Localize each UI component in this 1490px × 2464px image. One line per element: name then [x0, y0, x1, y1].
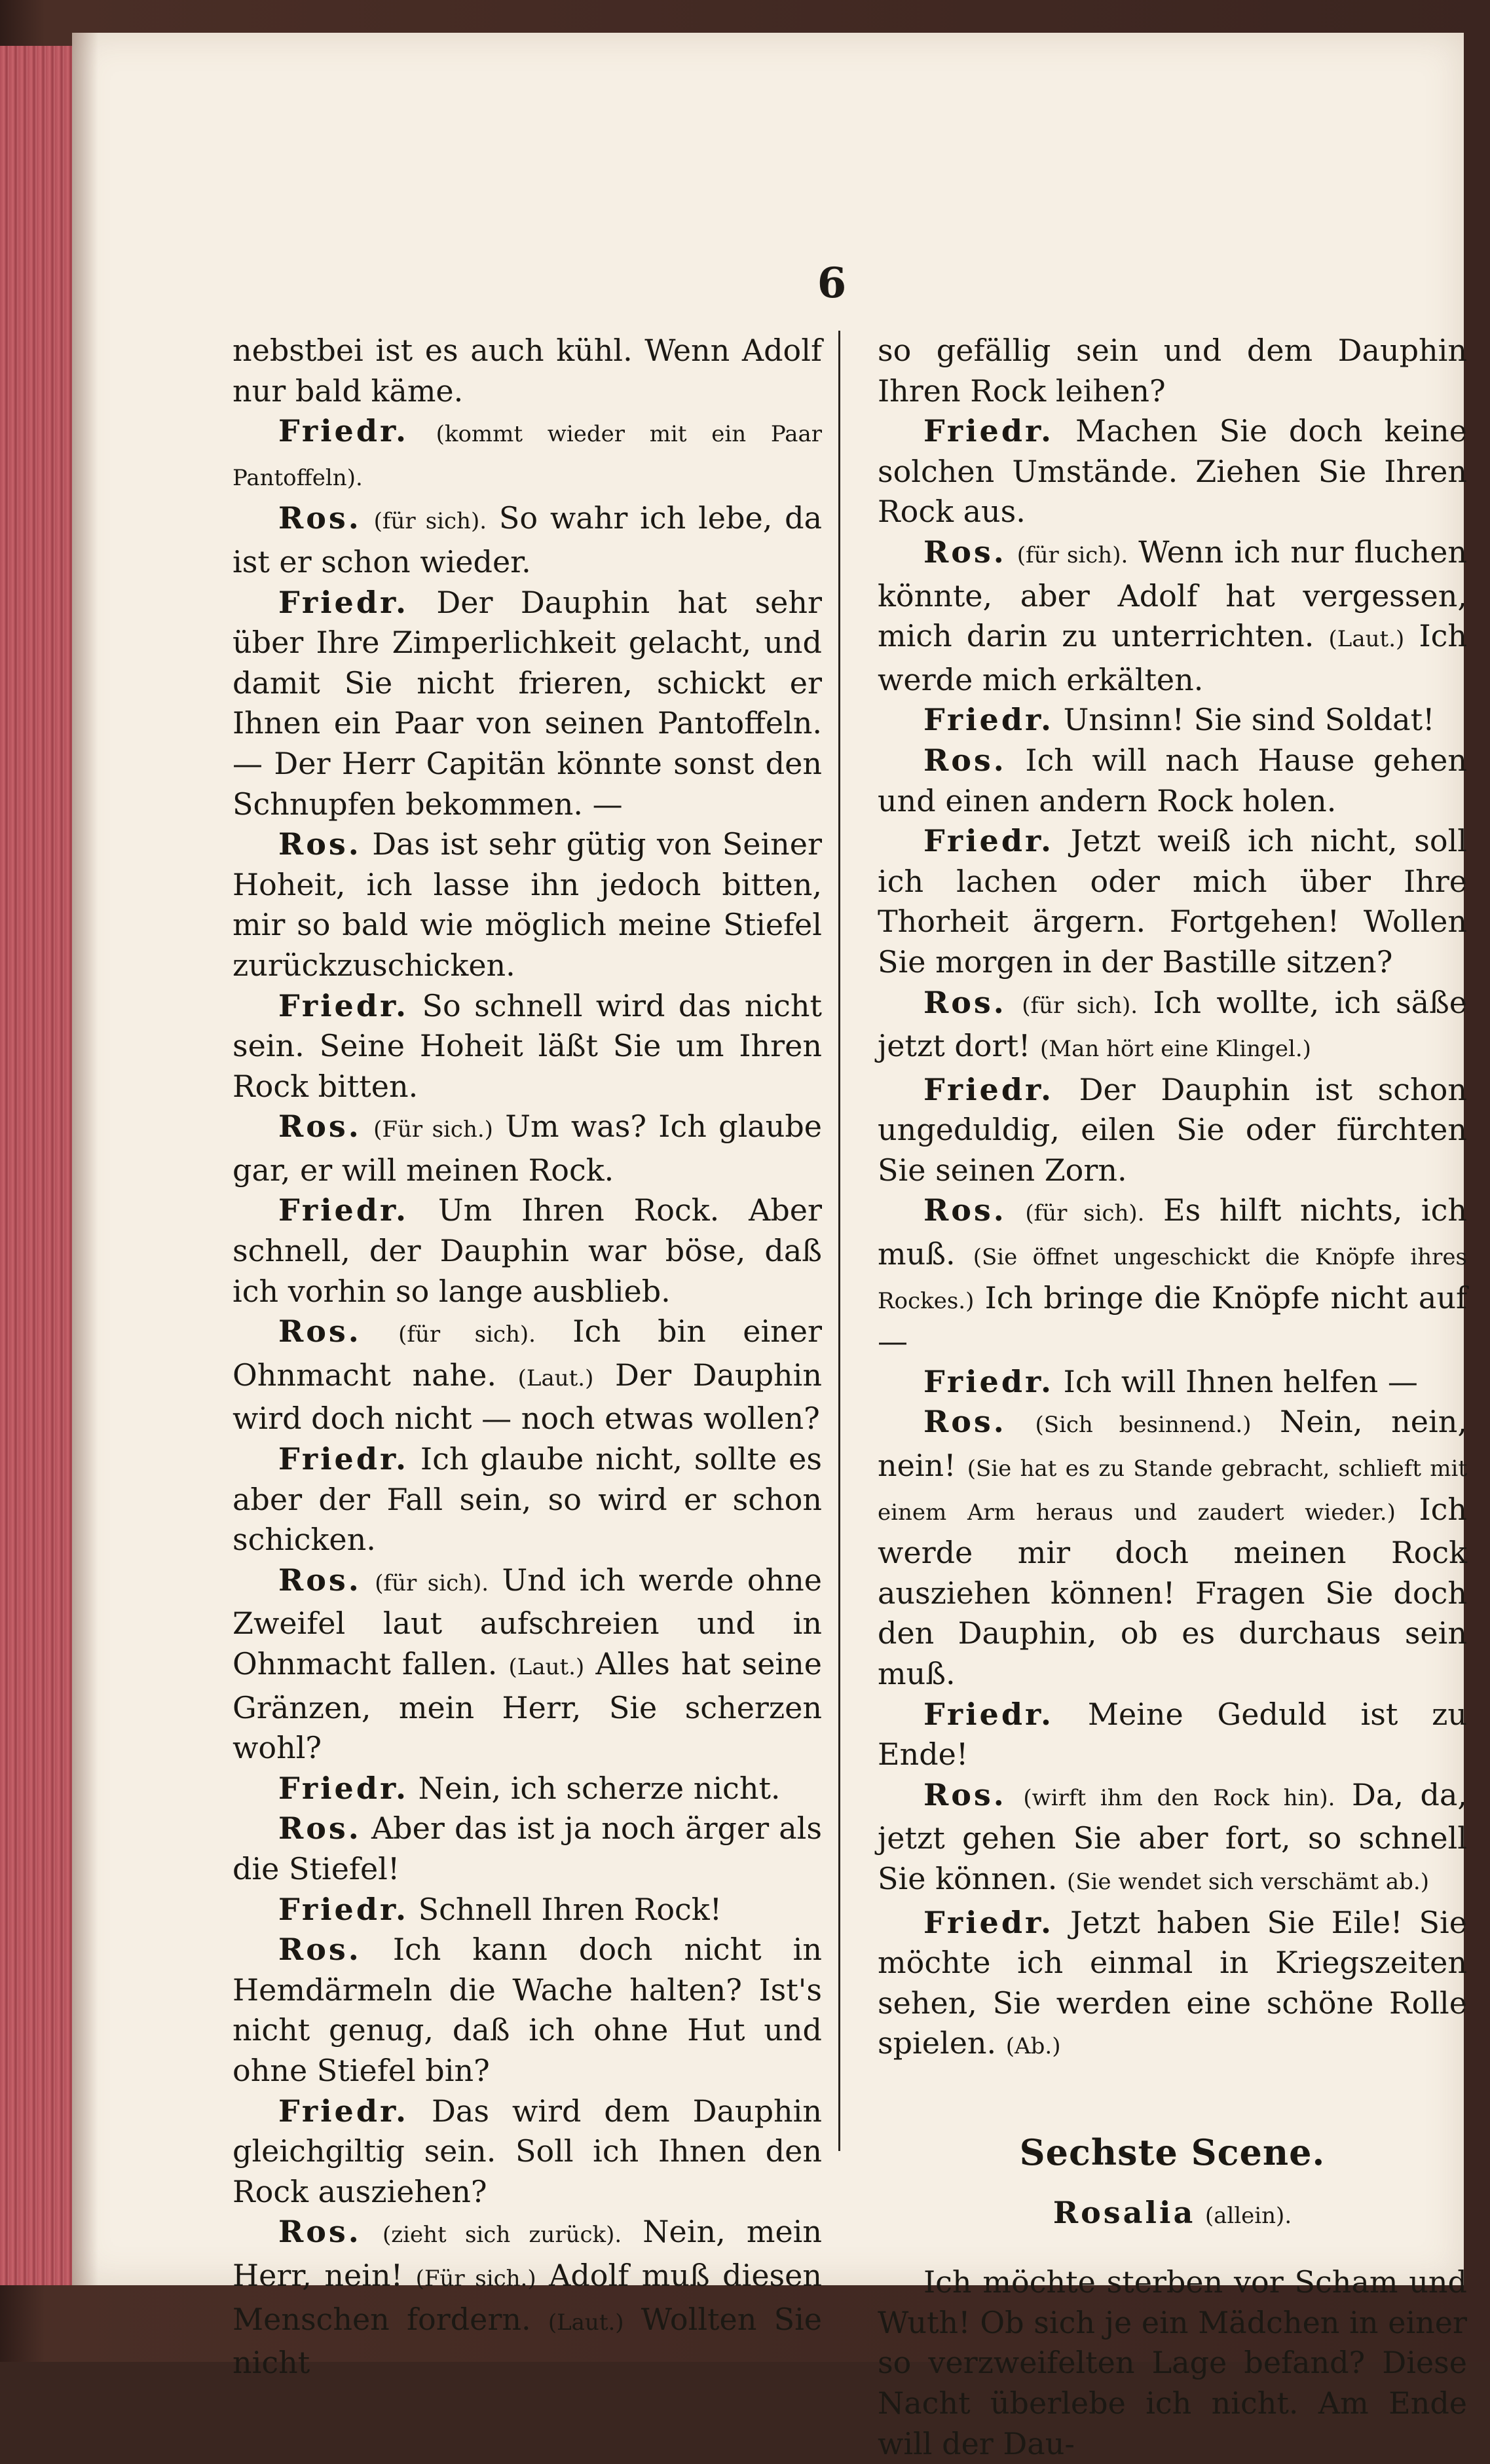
spoken-text: So wahr ich lebe, da ist er schon wieder. [233, 500, 823, 579]
spoken-text: Aber das ist ja noch ärger als die Stiefel! [233, 1811, 823, 1886]
dialogue-paragraph [233, 1890, 822, 1930]
dialogue-paragraph [233, 986, 822, 1107]
spoken-text: Ich kann doch nicht in Hemdärmeln die Wache halten? Ist's nicht genug, daß ich ohne Hut und ohne Stiefel bin? [233, 1932, 822, 2088]
spoken-text: Machen Sie doch keine solchen Umstände. Ziehen Sie Ihren Rock aus. [878, 413, 1468, 530]
spoken-text: Das wird dem Dauphin gleichgiltig sein. Soll ich Ihnen den Rock ausziehen? [233, 2093, 822, 2209]
spoken-text: Ich werde mich erkälten. [878, 618, 1468, 697]
scene-text: Ich möchte sterben vor Scham und Wuth! Ob sich je ein Mädchen in einer so verzweifelten Lage befand? Diese Nacht überlebe ich nicht. Am Ende will der Dau- [878, 2264, 1467, 2461]
dialogue-paragraph [878, 1190, 1467, 1361]
speaker-label: Ros. [278, 1314, 362, 1350]
stage-direction: (Ab.) [1005, 2033, 1061, 2060]
spoken-text: so gefällig sein und dem Dauphin Ihren Rock leihen? [878, 333, 1467, 409]
dialogue-paragraph [233, 824, 822, 985]
dialogue-paragraph [233, 2091, 822, 2213]
stage-direction: (Für sich.) [415, 2265, 536, 2292]
speaker-label: Ros. [923, 1776, 1007, 1812]
stage-direction: (für sich). [398, 1321, 536, 1348]
dialogue-paragraph [233, 1769, 822, 1809]
left-column [233, 331, 822, 2383]
scene-role-speaker: Rosalia [1052, 2194, 1196, 2230]
dialogue-paragraph [233, 1439, 822, 1560]
speaker-label: Friedr. [923, 1696, 1054, 1732]
page-number: 6 [817, 259, 847, 308]
spoken-text: Nein, mein Herr, nein! [233, 2214, 823, 2293]
speaker-label: Friedr. [278, 1891, 409, 1927]
scene-role-direction: (allein). [1204, 2202, 1292, 2229]
spoken-text: Ich bin einer Ohnmacht nahe. [233, 1314, 823, 1393]
spoken-text: Schnell Ihren Rock! [418, 1891, 722, 1927]
spoken-text: Alles hat seine Gränzen, mein Herr, Sie scherzen wohl? [233, 1646, 822, 1766]
dialogue-paragraph [233, 2212, 822, 2383]
spoken-text: Jetzt weiß ich nicht, soll ich lachen oder mich über Ihre Thorheit ärgern. Fortgehen! Wollen Sie morgen in der Bastille sitzen? [878, 823, 1467, 980]
speaker-label: Friedr. [923, 413, 1054, 449]
spoken-text: Um was? [505, 1109, 646, 1145]
spoken-text: Der Dauphin hat sehr über Ihre Zimperlichkeit gelacht, und damit Sie nicht frieren, schickt er Ihnen ein Paar von seinen Pantoffeln. — Der Herr Capitän könnte sonst den Schnupfen bekommen. — [233, 584, 822, 822]
right-column-dialogue [878, 331, 1467, 2067]
dialogue-paragraph [233, 331, 822, 411]
dialogue-paragraph [878, 1362, 1467, 1403]
speaker-label: Ros. [278, 500, 362, 536]
spoken-text: Ich wollte, ich säße jetzt dort! [878, 984, 1468, 1064]
spoken-text: Ich will Ihnen helfen — [1063, 1363, 1418, 1399]
dialogue-paragraph [878, 1402, 1467, 1694]
gutter-shadow [72, 33, 98, 2285]
speaker-label: Ros. [278, 1562, 362, 1598]
dialogue-paragraph [878, 532, 1467, 700]
stage-direction: (Sie öffnet ungeschickt die Knöpfe ihres Rockes.) [878, 1244, 1467, 1314]
stage-direction: (Sie hat es zu Stande gebracht, schlieft mit einem Arm heraus und zaudert wieder.) [878, 1456, 1468, 1526]
speaker-label: Friedr. [278, 987, 409, 1023]
stage-direction: (Für sich.) [373, 1116, 493, 1143]
spoken-text: Nein, ich scherze nicht. [418, 1770, 781, 1806]
speaker-label: Friedr. [923, 1904, 1054, 1940]
dialogue-paragraph [233, 1560, 822, 1769]
spoken-text: Ich werde mir doch meinen Rock ausziehen können! [878, 1491, 1468, 1611]
speaker-label: Ros. [278, 1811, 362, 1847]
speaker-label: Friedr. [278, 1441, 409, 1477]
stage-direction: (wirft ihm den Rock hin). [1023, 1784, 1335, 1811]
dialogue-paragraph [878, 1695, 1467, 1775]
dialogue-paragraph [233, 1190, 822, 1312]
dialogue-paragraph [878, 331, 1467, 411]
spoken-text: nebstbei ist es auch kühl. Wenn Adolf nur bald käme. [233, 333, 822, 409]
speaker-label: Friedr. [278, 413, 409, 449]
spoken-text: Da, da, jetzt gehen Sie aber fort, so schnell Sie können. [878, 1776, 1468, 1896]
dialogue-paragraph [233, 583, 822, 825]
spoken-text: Ich glaube gar, er will meinen Rock. [233, 1109, 823, 1188]
spoken-text: Der Dauphin ist schon ungeduldig, eilen Sie oder fürchten Sie seinen Zorn. [878, 1071, 1468, 1188]
spoken-text: Ich glaube nicht, sollte es aber der Fall sein, so wird er schon schicken. [233, 1441, 822, 1558]
right-column [878, 331, 1467, 2464]
stage-direction: (kommt wieder mit ein Paar Pantoffeln). [233, 421, 823, 491]
dialogue-paragraph [878, 1903, 1467, 2067]
dialogue-paragraph [878, 1070, 1467, 1191]
speaker-label: Friedr. [278, 1192, 409, 1228]
stage-direction: (für sich). [1016, 542, 1128, 568]
spoken-text: Wenn ich nur fluchen könnte, aber Adolf hat vergessen, mich darin zu unterrichten. [878, 534, 1468, 654]
speaker-label: Friedr. [278, 1770, 409, 1806]
speaker-label: Friedr. [923, 1363, 1054, 1399]
speaker-label: Ros. [923, 742, 1007, 778]
spoken-text: Unsinn! Sie sind Soldat! [1063, 702, 1435, 738]
column-divider [838, 331, 840, 2151]
speaker-label: Friedr. [923, 1071, 1054, 1107]
speaker-label: Friedr. [278, 2093, 409, 2129]
spoken-text: Um Ihren Rock. Aber schnell, der Dauphin war böse, daß ich vorhin so lange ausblieb. [233, 1192, 822, 1309]
stage-direction: (für sich). [373, 508, 487, 535]
speaker-label: Friedr. [278, 584, 409, 620]
stage-direction: (Laut.) [548, 2309, 624, 2336]
dialogue-paragraph [878, 741, 1467, 821]
spoken-text: Jetzt haben Sie Eile! Sie möchte ich einmal in Kriegszeiten sehen, Sie werden eine schöne Rolle spielen. [878, 1904, 1467, 2061]
spoken-text: Ich bringe die Knöpfe nicht auf — [878, 1279, 1467, 1359]
speaker-label: Ros. [278, 2214, 362, 2250]
speaker-label: Ros. [278, 826, 362, 862]
speaker-label: Ros. [923, 534, 1007, 570]
spoken-text: So schnell wird das nicht sein. Seine Hoheit läßt Sie um Ihren Rock bitten. [233, 987, 822, 1104]
dialogue-paragraph [878, 1775, 1467, 1903]
stage-direction: (für sich). [375, 1570, 489, 1596]
speaker-label: Ros. [923, 984, 1007, 1020]
spoken-text: Und ich werde ohne Zweifel laut aufschreien und in Ohnmacht fallen. [233, 1562, 823, 1682]
speaker-label: Friedr. [923, 702, 1054, 738]
dialogue-paragraph [233, 498, 822, 582]
dialogue-paragraph [878, 821, 1467, 982]
spoken-text: Fragen Sie doch den Dauphin, ob es durchaus sein muß. [878, 1575, 1467, 1691]
spoken-text: Wollten Sie nicht [233, 2301, 823, 2381]
stage-direction: (Sie wendet sich verschämt ab.) [1067, 1868, 1429, 1895]
speaker-label: Ros. [278, 1932, 362, 1968]
stage-direction: (für sich). [1022, 992, 1138, 1019]
scene-heading: Sechste Scene. [1019, 2131, 1326, 2173]
stage-direction: (Laut.) [517, 1365, 594, 1391]
speaker-label: Ros. [923, 1192, 1007, 1228]
spoken-text: Es hilft nichts, ich muß. [878, 1192, 1467, 1272]
spoken-text: Meine Geduld ist zu Ende! [878, 1696, 1467, 1773]
dialogue-paragraph [233, 1312, 822, 1439]
scene-role [878, 2193, 1467, 2237]
spoken-text: Nein, nein, nein! [878, 1404, 1467, 1484]
spoken-text: Adolf muß diesen Menschen fordern. [233, 2257, 822, 2337]
spoken-text: Das ist sehr gütig von Seiner Hoheit, ich lasse ihn jedoch bitten, mir so bald wie möglich meine Stiefel zurückzuschicken. [233, 826, 822, 983]
stage-direction: (Laut.) [1328, 626, 1405, 653]
dialogue-paragraph [233, 411, 822, 498]
speaker-label: Ros. [923, 1404, 1007, 1440]
stage-direction: (für sich). [1025, 1200, 1145, 1227]
speaker-label: Ros. [278, 1109, 362, 1145]
dialogue-paragraph [878, 700, 1467, 741]
stage-direction: (zieht sich zurück). [382, 2222, 622, 2249]
stage-direction: (Sich besinnend.) [1035, 1412, 1252, 1439]
dialogue-paragraph [878, 411, 1467, 532]
dialogue-paragraph [233, 1809, 822, 1889]
dialogue-paragraph [878, 983, 1467, 1070]
dialogue-paragraph [233, 1107, 822, 1190]
spoken-text: Der Dauphin wird doch nicht — noch etwas wollen? [233, 1357, 823, 1437]
stage-direction: (Man hört eine Klingel.) [1040, 1036, 1311, 1063]
speaker-label: Friedr. [923, 823, 1054, 859]
stage-direction: (Laut.) [508, 1654, 585, 1680]
page-edges [0, 46, 72, 2285]
dialogue-paragraph [233, 1930, 822, 2091]
spoken-text: Ich will nach Hause gehen und einen andern Rock holen. [878, 742, 1468, 818]
